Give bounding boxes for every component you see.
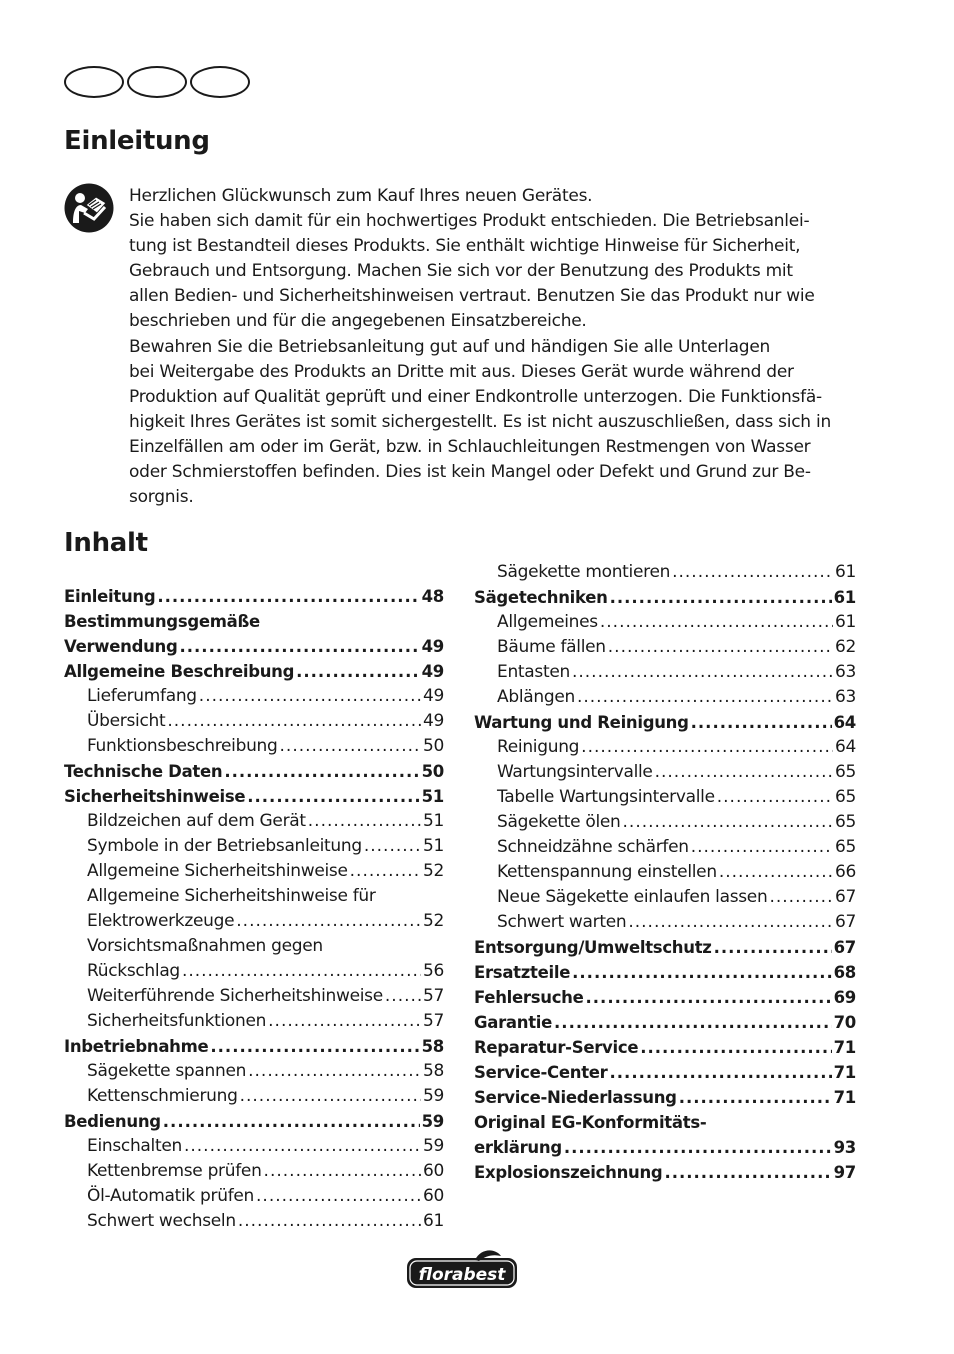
intro-line: allen Bedien- und Sicherheitshinweisen vertraut. Benutzen Sie das Produkt nur wie: [129, 286, 815, 307]
toc-entry-title: erklärung: [474, 1138, 562, 1157]
toc-entry-title: Service-Center: [474, 1063, 608, 1082]
toc-entry-title: Tabelle Wartungsintervalle: [497, 787, 715, 807]
toc-entry-title: Bestimmungsgemäße: [64, 612, 260, 631]
toc-entry[interactable]: [474, 735, 856, 760]
toc-dot-leader: [238, 1209, 421, 1234]
toc-column-right: [474, 560, 856, 1185]
toc-dot-leader: [180, 634, 420, 659]
toc-entry-title: Neue Sägekette einlaufen lassen: [497, 887, 768, 907]
toc-page-number: 71: [833, 1038, 856, 1057]
toc-entry[interactable]: [64, 909, 444, 934]
intro-line: oder Schmierstoffen befinden. Dies ist kein Mangel oder Defekt und Grund zur Be-: [129, 462, 811, 483]
toc-entry-title: Garantie: [474, 1013, 553, 1032]
toc-entry[interactable]: [64, 684, 444, 709]
toc-entry-title: Rückschlag: [87, 961, 180, 981]
toc-page-number: 97: [833, 1163, 856, 1182]
toc-page-number: 65: [834, 787, 856, 807]
toc-dot-leader: [628, 910, 833, 935]
toc-page-number: 67: [834, 887, 856, 907]
toc-entry-title: Schwert wechseln: [87, 1211, 236, 1231]
toc-entry[interactable]: [64, 1084, 444, 1109]
toc-dot-leader: [182, 959, 421, 984]
toc-page-number: 71: [833, 1063, 856, 1082]
toc-dot-leader: [385, 984, 421, 1009]
toc-entry-title: Schneidzähne schärfen: [497, 837, 689, 857]
toc-page-number: 52: [422, 861, 444, 881]
toc-entry-title: Bedienung: [64, 1112, 161, 1131]
language-oval: [190, 66, 250, 98]
intro-line: Herzlichen Glückwunsch zum Kauf Ihres neuen Gerätes.: [129, 186, 593, 206]
toc-page-number: 61: [834, 612, 856, 632]
toc-entry-title: Sägekette spannen: [87, 1061, 247, 1081]
toc-dot-leader: [640, 1035, 831, 1060]
toc-page-number: 56: [422, 961, 444, 981]
toc-dot-leader: [610, 1060, 832, 1085]
toc-entry[interactable]: [64, 934, 444, 959]
toc-dot-leader: [350, 859, 421, 884]
toc-entry[interactable]: [474, 985, 856, 1010]
logo-text: florabest: [418, 1265, 506, 1285]
toc-page-number: 61: [834, 562, 856, 582]
toc-page-number: 59: [422, 1086, 444, 1106]
toc-page-number: 68: [833, 963, 856, 982]
toc-entry-title: Einschalten: [87, 1136, 182, 1156]
toc-entry-title: Entasten: [497, 662, 570, 682]
toc-page-number: 60: [422, 1161, 444, 1181]
toc-dot-leader: [572, 660, 833, 685]
toc-page-number: 71: [833, 1088, 856, 1107]
toc-page-number: 52: [422, 911, 444, 931]
toc-page-number: 64: [833, 713, 856, 732]
toc-entry-title: Wartungsintervalle: [497, 762, 653, 782]
toc-entry[interactable]: [474, 810, 856, 835]
toc-dot-leader: [655, 760, 833, 785]
toc-dot-leader: [572, 960, 831, 985]
toc-dot-leader: [224, 759, 419, 784]
toc-dot-leader: [554, 1010, 832, 1035]
toc-page-number: 49: [422, 686, 444, 706]
toc-dot-leader: [240, 1084, 421, 1109]
language-oval: [127, 66, 187, 98]
intro-line: Bewahren Sie die Betriebsanleitung gut auf und händigen Sie alle Unterlagen: [129, 336, 771, 357]
toc-dot-leader: [163, 1109, 420, 1134]
language-ovals: [64, 66, 250, 98]
toc-entry-title: Explosionszeichnung: [474, 1163, 663, 1182]
intro-line: beschrieben und für die angegebenen Einsatzbereiche.: [129, 311, 587, 332]
toc-page-number: 65: [834, 762, 856, 782]
toc-dot-leader: [608, 635, 833, 660]
toc-entry-title: Bildzeichen auf dem Gerät: [87, 811, 306, 831]
intro-line: higkeit Ihres Gerätes ist somit sichergestellt. Es ist nicht auszuschließen, dass sich in: [129, 411, 831, 432]
toc-entry[interactable]: [474, 560, 856, 585]
toc-page-number: 49: [421, 637, 444, 656]
toc-dot-leader: [717, 785, 833, 810]
toc-entry[interactable]: [474, 960, 856, 985]
toc-entry[interactable]: [64, 784, 444, 809]
intro-line: tung ist Bestandteil dieses Produkts. Sie enthält wichtige Hinweise für Sicherheit,: [129, 236, 801, 257]
toc-dot-leader: [280, 734, 421, 759]
toc-page-number: 93: [833, 1138, 856, 1157]
toc-dot-leader: [210, 1034, 419, 1059]
intro-line: Gebrauch und Entsorgung. Machen Sie sich vor der Benutzung des Produkts mit: [129, 261, 793, 282]
toc-entry-title: Wartung und Reinigung: [474, 713, 689, 732]
florabest-logo: [405, 1250, 519, 1290]
toc-page-number: 59: [422, 1136, 444, 1156]
toc-dot-leader: [268, 1009, 421, 1034]
toc-entry[interactable]: [474, 785, 856, 810]
toc-entry[interactable]: [64, 609, 444, 634]
toc-entry[interactable]: [64, 1184, 444, 1209]
toc-page-number: 57: [422, 1011, 444, 1031]
toc-entry[interactable]: [474, 935, 856, 960]
toc-entry[interactable]: [474, 1060, 856, 1085]
toc-dot-leader: [714, 935, 832, 960]
toc-page-number: 58: [422, 1061, 444, 1081]
toc-entry-title: Allgemeine Sicherheitshinweise für: [87, 886, 376, 906]
toc-dot-leader: [564, 1135, 832, 1160]
toc-entry-title: Entsorgung/Umweltschutz: [474, 938, 712, 957]
toc-dot-leader: [577, 685, 833, 710]
toc-entry[interactable]: [64, 759, 444, 784]
toc-entry-title: Reparatur-Service: [474, 1038, 639, 1057]
toc-entry-title: Sicherheitshinweise: [64, 787, 246, 806]
toc-page-number: 67: [834, 912, 856, 932]
toc-entry-title: Allgemeine Sicherheitshinweise: [87, 861, 348, 881]
toc-entry[interactable]: [64, 1209, 444, 1234]
toc-dot-leader: [247, 784, 419, 809]
toc-entry-title: Kettenspannung einstellen: [497, 862, 717, 882]
toc-entry[interactable]: [474, 1010, 856, 1035]
toc-page-number: 51: [421, 787, 444, 806]
toc-entry[interactable]: [474, 1135, 856, 1160]
toc-entry-title: Sicherheitsfunktionen: [87, 1011, 267, 1031]
toc-page-number: 62: [834, 637, 856, 657]
toc-entry-title: Service-Niederlassung: [474, 1088, 677, 1107]
toc-page-number: 60: [422, 1186, 444, 1206]
read-manual-icon: [64, 183, 114, 233]
toc-dot-leader: [664, 1160, 831, 1185]
toc-dot-leader: [691, 835, 833, 860]
toc-entry-title: Allgemeines: [497, 612, 598, 632]
toc-entry-title: Sägekette montieren: [497, 562, 671, 582]
toc-page-number: 58: [421, 1037, 444, 1056]
toc-entry[interactable]: [474, 585, 856, 610]
toc-dot-leader: [672, 560, 833, 585]
toc-dot-leader: [586, 985, 832, 1010]
toc-entry-title: Allgemeine Beschreibung: [64, 662, 295, 681]
toc-entry-title: Weiterführende Sicherheitshinweise: [87, 986, 383, 1006]
toc-dot-leader: [184, 1134, 421, 1159]
toc-entry-title: Schwert warten: [497, 912, 627, 932]
toc-entry[interactable]: [64, 709, 444, 734]
toc-entry[interactable]: [64, 1109, 444, 1134]
intro-line: bei Weitergabe des Produkts an Dritte mit aus. Dieses Gerät wurde während der: [129, 361, 794, 382]
toc-dot-leader: [157, 584, 419, 609]
intro-line: Produktion auf Qualität geprüft und einer Endkontrolle unterzogen. Die Funktionsfä-: [129, 386, 822, 407]
toc-page-number: 51: [422, 811, 444, 831]
toc-entry[interactable]: [64, 1009, 444, 1034]
toc-dot-leader: [256, 1184, 421, 1209]
toc-page-number: 59: [421, 1112, 444, 1131]
toc-entry-title: Inbetriebnahme: [64, 1037, 209, 1056]
section-heading-einleitung: Einleitung: [64, 126, 210, 156]
toc-page-number: 63: [834, 662, 856, 682]
toc-entry[interactable]: [64, 734, 444, 759]
toc-entry-title: Reinigung: [497, 737, 580, 757]
toc-page-number: 57: [422, 986, 444, 1006]
toc-dot-leader: [264, 1159, 421, 1184]
toc-dot-leader: [600, 610, 833, 635]
intro-line: Sie haben sich damit für ein hochwertiges Produkt entschieden. Die Betriebsanlei-: [129, 211, 810, 232]
toc-dot-leader: [623, 810, 833, 835]
intro-line: sorgnis.: [129, 487, 194, 508]
toc-dot-leader: [691, 710, 832, 735]
toc-page-number: 48: [421, 587, 444, 606]
toc-page-number: 65: [834, 837, 856, 857]
toc-entry[interactable]: [64, 959, 444, 984]
toc-page-number: 61: [833, 588, 856, 607]
toc-entry-title: Sägekette ölen: [497, 812, 621, 832]
toc-page-number: 51: [422, 836, 444, 856]
toc-entry[interactable]: [474, 1035, 856, 1060]
toc-column-left: [64, 584, 444, 1234]
toc-entry-title: Original EG-Konformitäts-: [474, 1113, 707, 1132]
toc-entry[interactable]: [474, 710, 856, 735]
toc-dot-leader: [769, 885, 833, 910]
toc-entry[interactable]: [474, 860, 856, 885]
toc-entry-title: Einleitung: [64, 587, 156, 606]
toc-entry-title: Bäume fällen: [497, 637, 606, 657]
toc-entry[interactable]: [474, 885, 856, 910]
toc-entry[interactable]: [64, 1059, 444, 1084]
toc-entry-title: Funktionsbeschreibung: [87, 736, 278, 756]
toc-entry-title: Verwendung: [64, 637, 178, 656]
toc-entry[interactable]: [64, 1159, 444, 1184]
toc-entry-title: Öl-Automatik prüfen: [87, 1186, 255, 1206]
toc-page-number: 50: [422, 736, 444, 756]
toc-page-number: 67: [833, 938, 856, 957]
toc-entry-title: Ablängen: [497, 687, 575, 707]
toc-page-number: 49: [421, 662, 444, 681]
toc-entry[interactable]: [64, 859, 444, 884]
toc-page-number: 63: [834, 687, 856, 707]
toc-dot-leader: [581, 735, 833, 760]
toc-entry[interactable]: [64, 809, 444, 834]
toc-entry-title: Ersatzteile: [474, 963, 571, 982]
language-oval: [64, 66, 124, 98]
toc-page-number: 49: [422, 711, 444, 731]
toc-dot-leader: [236, 909, 421, 934]
toc-page-number: 65: [834, 812, 856, 832]
intro-text: [129, 184, 869, 510]
toc-entry-title: Lieferumfang: [87, 686, 197, 706]
toc-entry[interactable]: [474, 610, 856, 635]
toc-dot-leader: [364, 834, 421, 859]
toc-dot-leader: [296, 659, 420, 684]
toc-entry-title: Kettenschmierung: [87, 1086, 238, 1106]
toc-page-number: 70: [833, 1013, 856, 1032]
toc-dot-leader: [679, 1085, 832, 1110]
toc-entry[interactable]: [64, 1034, 444, 1059]
toc-entry[interactable]: [64, 584, 444, 609]
toc-entry-title: Fehlersuche: [474, 988, 584, 1007]
toc-entry-title: Übersicht: [87, 711, 166, 731]
toc-dot-leader: [167, 709, 421, 734]
toc-entry[interactable]: [474, 660, 856, 685]
toc-page-number: 66: [834, 862, 856, 882]
toc-entry[interactable]: [64, 834, 444, 859]
toc-entry[interactable]: [474, 835, 856, 860]
toc-entry-title: Elektrowerkzeuge: [87, 911, 235, 931]
toc-entry[interactable]: [474, 635, 856, 660]
toc-entry-title: Vorsichtsmaßnahmen gegen: [87, 936, 323, 956]
toc-entry[interactable]: [474, 910, 856, 935]
toc-entry-title: Technische Daten: [64, 762, 223, 781]
toc-dot-leader: [308, 809, 421, 834]
toc-entry[interactable]: [64, 1134, 444, 1159]
toc-dot-leader: [199, 684, 421, 709]
toc-dot-leader: [248, 1059, 421, 1084]
section-heading-inhalt: Inhalt: [64, 528, 148, 558]
toc-entry[interactable]: [64, 884, 444, 909]
toc-entry[interactable]: [474, 1160, 856, 1185]
toc-entry[interactable]: [474, 685, 856, 710]
toc-entry[interactable]: [64, 634, 444, 659]
toc-dot-leader: [610, 585, 832, 610]
toc-entry[interactable]: [64, 659, 444, 684]
toc-page-number: 61: [422, 1211, 444, 1231]
toc-page-number: 50: [421, 762, 444, 781]
intro-line: Einzelfällen am oder im Gerät, bzw. in Schlauchleitungen Restmengen von Wasser: [129, 436, 811, 457]
toc-entry-title: Sägetechniken: [474, 588, 608, 607]
toc-page-number: 64: [834, 737, 856, 757]
toc-entry-title: Kettenbremse prüfen: [87, 1161, 262, 1181]
toc-dot-leader: [719, 860, 833, 885]
toc-entry[interactable]: [474, 1110, 856, 1135]
toc-entry[interactable]: [474, 760, 856, 785]
toc-entry[interactable]: [474, 1085, 856, 1110]
toc-page-number: 69: [833, 988, 856, 1007]
toc-entry-title: Symbole in der Betriebsanleitung: [87, 836, 362, 856]
toc-entry[interactable]: [64, 984, 444, 1009]
